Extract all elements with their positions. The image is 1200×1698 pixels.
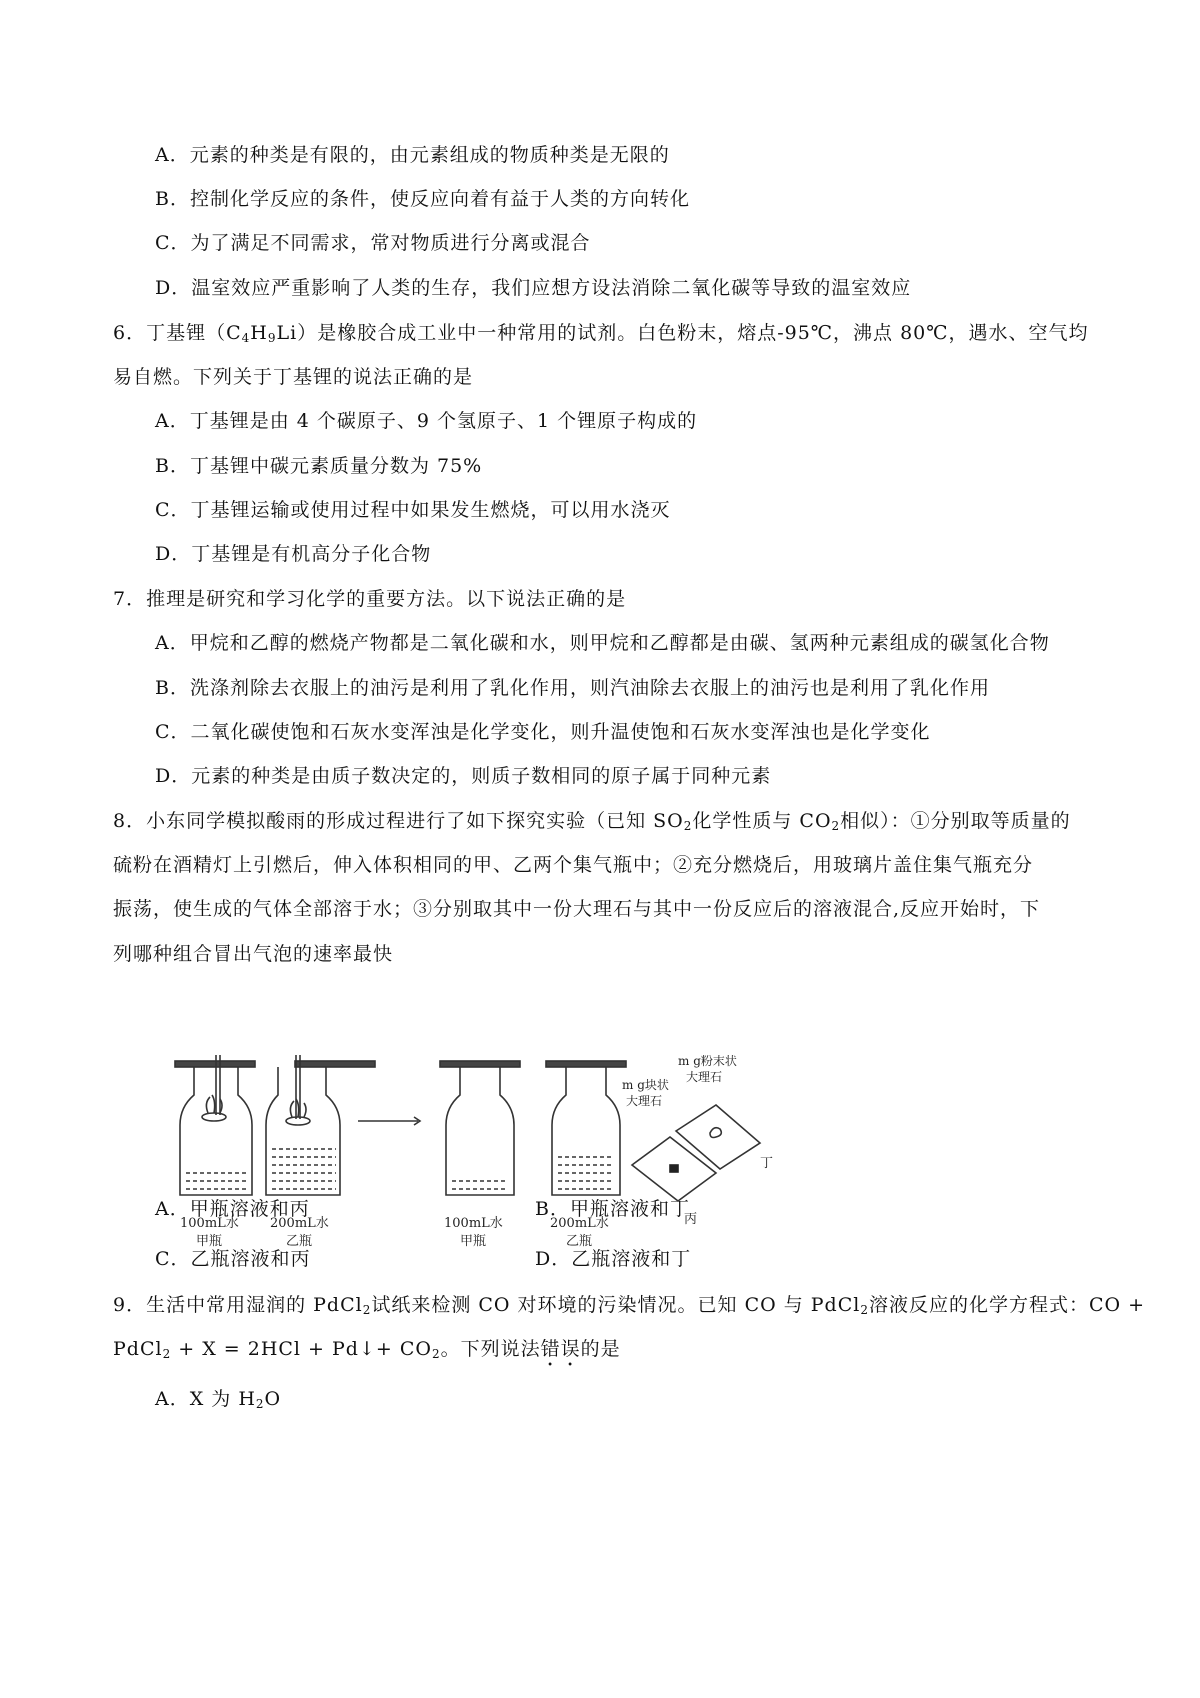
q8-option-b: B．甲瓶溶液和丁 [535,1198,690,1220]
q6-option-c: C．丁基锂运输或使用过程中如果发生燃烧，可以用水浇灭 [155,499,671,521]
powder-marble-label-2: 大理石 [686,1070,723,1084]
q8-option-a: A．甲瓶溶液和丙 [155,1198,310,1220]
q6-option-a: A．丁基锂是由 4 个碳原子、9 个氢原子、1 个锂原子构成的 [155,410,698,432]
bottle-yi-burning [266,1055,375,1195]
q6-option-b: B．丁基锂中碳元素质量分数为 75% [155,455,483,477]
q5-option-a: A．元素的种类是有限的，由元素组成的物质种类是无限的 [155,144,670,166]
q7-option-d: D．元素的种类是由质子数决定的，则质子数相同的原子属于同种元素 [155,765,772,787]
q9-stem-line1: 9．生活中常用湿润的 PdCl$_2$试纸来检测 CO 对环境的污染情况。已知 CO 与 PdCl$_2$溶液反应的化学方程式：CO + [113,1294,1146,1317]
bottle2-name-label: 乙瓶 [286,1234,313,1249]
q8-option-d: D．乙瓶溶液和丁 [535,1248,692,1270]
bottle1-name-label: 甲瓶 [196,1234,223,1249]
q7-option-a: A．甲烷和乙醇的燃烧产物都是二氧化碳和水，则甲烷和乙醇都是由碳、氢两种元素组成的碳氢化合物 [155,632,1050,654]
q7-option-c: C．二氧化碳使饱和石灰水变浑浊是化学变化，则升温使饱和石灰水变浑浊也是化学变化 [155,721,931,743]
bottle-yi-sealed [546,1061,626,1195]
q7-option-b: B．洗涤剂除去衣服上的油污是利用了乳化作用，则汽油除去衣服上的油污也是利用了乳化作用 [155,677,990,699]
q5-option-d: D．温室效应严重影响了人类的生存，我们应想方设法消除二氧化碳等导致的温室效应 [155,277,912,299]
q9-option-a: A．X 为 $H_2O$ [155,1388,282,1411]
lump-marble-label-2: 大理石 [626,1094,663,1108]
bottle-jia-burning [175,1055,255,1195]
plate-ding-label: 丁 [760,1156,774,1171]
bottle2-volume-label: 200mL水 [270,1216,329,1231]
q5-option-b: B．控制化学反应的条件，使反应向着有益于人类的方向转化 [155,188,690,210]
bottle-jia-sealed [440,1061,520,1195]
q6-stem-line2: 易自燃。下列关于丁基锂的说法正确的是 [113,366,474,388]
q6-option-d: D．丁基锂是有机高分子化合物 [155,543,432,565]
q8-stem-line2: 硫粉在酒精灯上引燃后，伸入体积相同的甲、乙两个集气瓶中；②充分燃烧后，用玻璃片盖住集气瓶充分 [113,854,1034,876]
process-arrow [358,1117,420,1125]
bottle4-name-label: 乙瓶 [566,1234,593,1249]
q8-stem-line3: 振荡，使生成的气体全部溶于水；③分别取其中一份大理石与其中一份反应后的溶液混合,反应开始时，下 [113,898,1041,920]
q7-stem: 7．推理是研究和学习化学的重要方法。以下说法正确的是 [113,588,627,610]
bottle1-volume-label: 100mL水 [180,1216,239,1231]
q5-option-c: C．为了满足不同需求，常对物质进行分离或混合 [155,232,591,254]
q8-stem-line1: 8．小东同学模拟酸雨的形成过程进行了如下探究实验（已知 $SO_2$化学性质与 $CO_2$相似）：①分别取等质量的 [113,810,1071,833]
lump-marble-label-1: m g块状 [622,1078,669,1092]
experiment-diagram [170,1055,850,1255]
q8-stem-line4: 列哪种组合冒出气泡的速率最快 [113,943,394,965]
emphasized-word: 错误 [540,1338,581,1360]
plate-bing-label: 丙 [684,1212,698,1227]
q8-option-c: C．乙瓶溶液和丙 [155,1248,311,1270]
experiment-figure [170,1055,850,1255]
q9-stem-line2: PdCl$_2$ + X = 2HCl + Pd↓+ $CO_2$。下列说法错误的是 [113,1338,621,1361]
glass-plate-bing [632,1137,716,1201]
bottle3-name-label: 甲瓶 [460,1234,487,1249]
glass-plate-ding [676,1105,760,1169]
powder-marble-label-1: m g粉末状 [678,1055,737,1068]
bottle4-volume-label: 200mL水 [550,1216,609,1231]
q6-stem-line1: 6．丁基锂$(C_4H_9Li)$是橡胶合成工业中一种常用的试剂。白色粉末，熔点-95℃，沸点 80℃，遇水、空气均 [113,322,1089,345]
bottle3-volume-label: 100mL水 [444,1216,503,1231]
